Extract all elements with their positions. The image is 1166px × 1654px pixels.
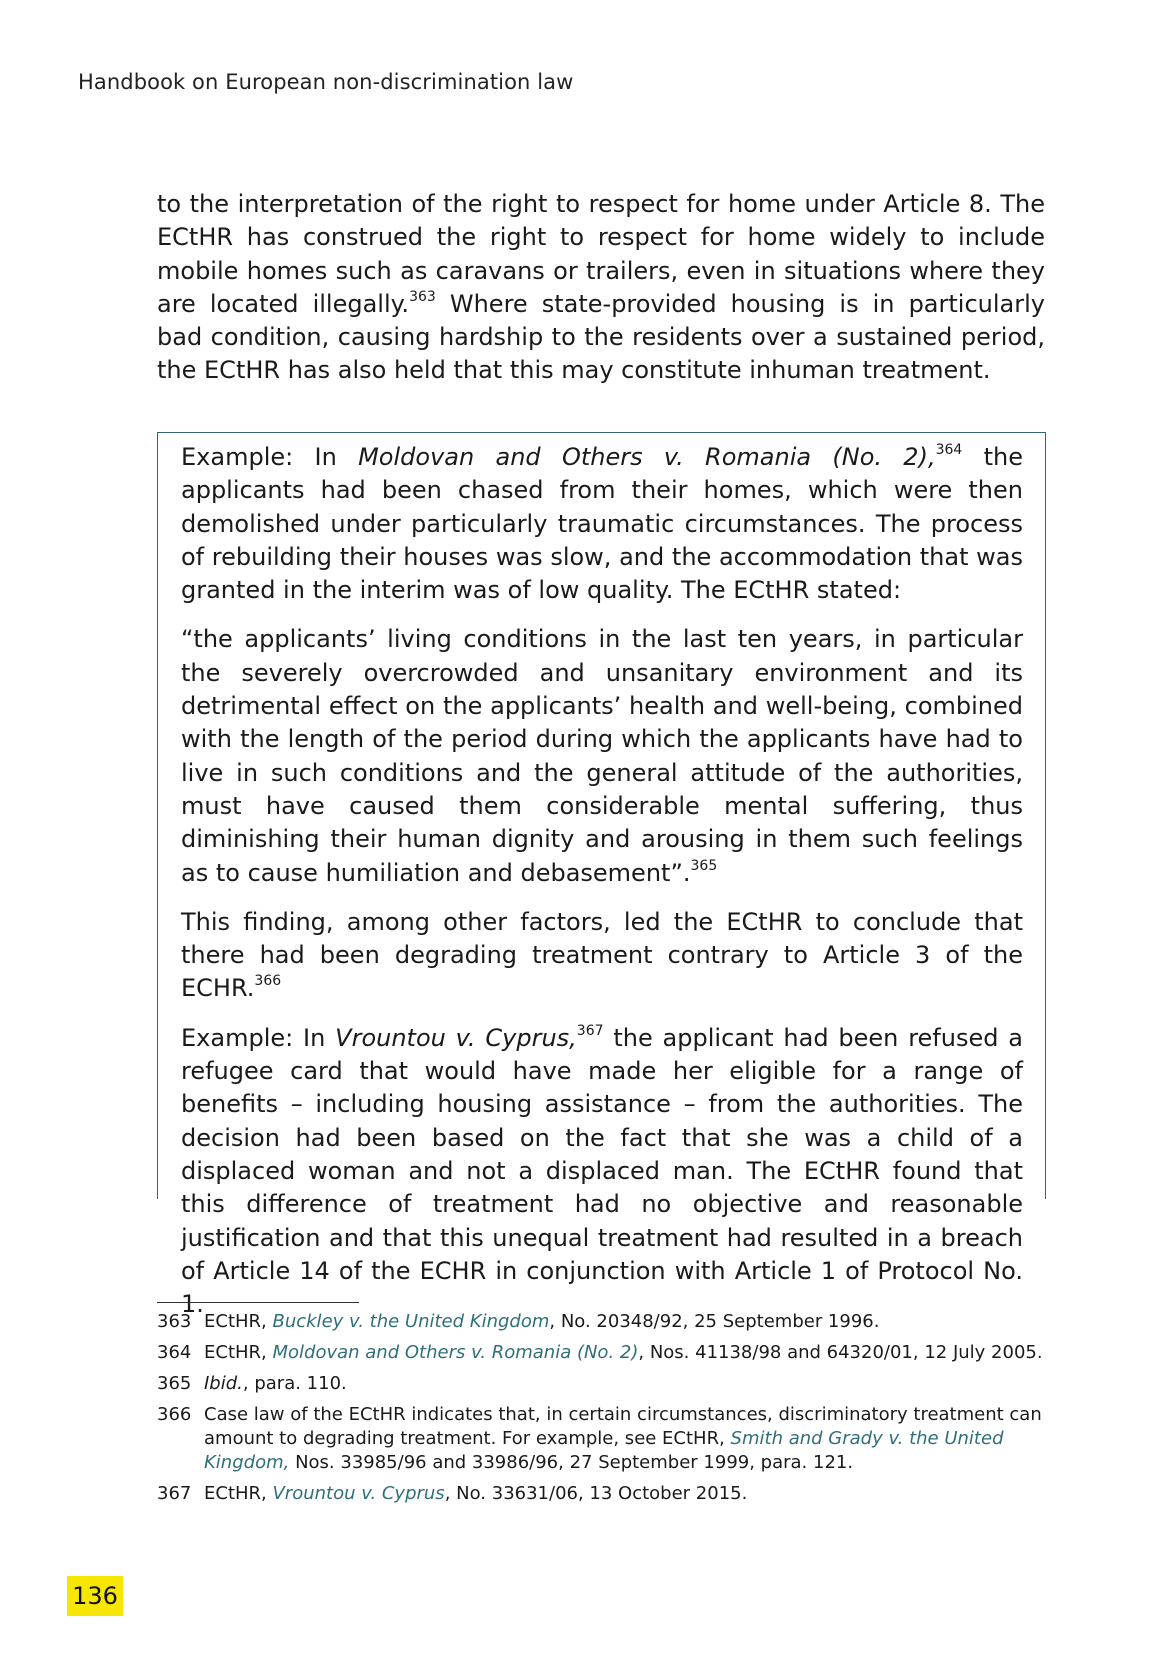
footnotes-list xyxy=(157,1310,1045,1513)
footnote-text: ECtHR, Moldovan and Others v. Romania (No. 2), Nos. 41138/98 and 64320/01, 12 July 2005. xyxy=(204,1342,1043,1363)
footnote-text: Case law of the ECtHR indicates that, in certain circumstances, discriminatory treatment can amount to degrading treatment. For example, see ECtHR, Smith and Grady v. the United Kingdom, Nos. 33985/96 and 33986/96, 27 September 1999, para. 121. xyxy=(204,1404,1042,1473)
case-link[interactable]: Buckley v. the United Kingdom xyxy=(272,1311,550,1332)
footnote xyxy=(157,1482,1045,1506)
example-intro: Example: In xyxy=(181,1023,336,1052)
body-text: to the interpretation of the right to respect for home under Article 8. The ECtHR has construed the right to respect for home widely to include mobile homes such as caravans or trailers, even in situations where they are located illegally. xyxy=(157,190,1045,318)
example-box xyxy=(157,432,1046,1319)
case-link[interactable]: Vrountou v. Cyprus xyxy=(272,1483,445,1504)
finding-paragraph xyxy=(181,906,1023,1006)
case-name: Moldovan and Others v. Romania (No. 2), xyxy=(358,443,936,471)
footnote-number: 363 xyxy=(157,1311,192,1332)
quote-paragraph xyxy=(181,623,1023,889)
body-text-2: Where state-provided housing is in particularly bad condition, causing hardship to the residents over a sustained period, the ECtHR has also held that this may constitute inhuman treatment. xyxy=(157,289,1045,385)
case-link[interactable]: Moldovan and Others v. Romania (No. 2) xyxy=(272,1342,639,1363)
footnote xyxy=(157,1372,1045,1396)
case-link[interactable]: Smith and Grady v. the United Kingdom, xyxy=(204,1428,1004,1473)
example-paragraph-2 xyxy=(181,1022,1023,1322)
footnote xyxy=(157,1341,1045,1365)
footnote-number: 365 xyxy=(157,1373,192,1394)
footnote-ref[interactable]: 364 xyxy=(935,442,963,458)
example-intro: Example: In xyxy=(181,443,359,471)
example-paragraph-1 xyxy=(181,441,1023,607)
example-text: the applicant had been refused a refugee card that would have made her eligible for a range of benefits – including housing assistance – from the authorities. The decision had been based on the fact that she was a child of a displaced woman and not a displaced man. The ECtHR found that this difference of treatment had no objective and reasonable justification and that this unequal treatment had resulted in a breach of Article 14 of the ECHR in conjunction with Article 1 of Protocol No. 1. xyxy=(181,1023,1023,1319)
finding-text: This finding, among other factors, led the ECtHR to conclude that there had been degrading treatment contrary to Article 3 of the ECHR. xyxy=(181,907,1023,1003)
footnote-text: ECtHR, Buckley v. the United Kingdom, No. 20348/92, 25 September 1996. xyxy=(204,1311,880,1332)
footnote-divider xyxy=(157,1302,359,1303)
footnote-ref[interactable]: 363 xyxy=(409,288,436,305)
page-number: 136 xyxy=(67,1576,123,1616)
footnote-number: 367 xyxy=(157,1483,192,1504)
body-paragraph xyxy=(157,188,1045,388)
footnote xyxy=(157,1403,1045,1475)
footnote-ref[interactable]: 366 xyxy=(254,973,282,990)
footnote-ref[interactable]: 365 xyxy=(690,857,718,874)
footnote xyxy=(157,1310,1045,1334)
footnote-ref[interactable]: 367 xyxy=(576,1022,604,1039)
quote-text: “the applicants’ living conditions in the last ten years, in particular the severely overcrowded and unsanitary environment and its detrimental effect on the applicants’ health and well-being, combined with the length of the period during which the applicants have had to live in such conditions and the general attitude of the authorities, must have caused them considerable mental suffering, thus diminishing their human dignity and arousing in them such feelings as to cause humiliation and debasement”. xyxy=(181,625,1023,887)
footnote-text: Ibid., para. 110. xyxy=(204,1373,347,1394)
example-text: the applicants had been chased from their homes, which were then demolished under particularly traumatic circumstances. The process of rebuilding their houses was slow, and the accommodation that was granted in the interim was of low quality. The ECtHR stated: xyxy=(181,443,1023,605)
running-header: Handbook on European non-discrimination law xyxy=(78,70,574,94)
case-name: Vrountou v. Cyprus, xyxy=(335,1023,577,1052)
footnote-text: ECtHR, Vrountou v. Cyprus, No. 33631/06, 13 October 2015. xyxy=(204,1483,748,1504)
footnote-number: 364 xyxy=(157,1342,192,1363)
footnote-number: 366 xyxy=(157,1404,192,1425)
